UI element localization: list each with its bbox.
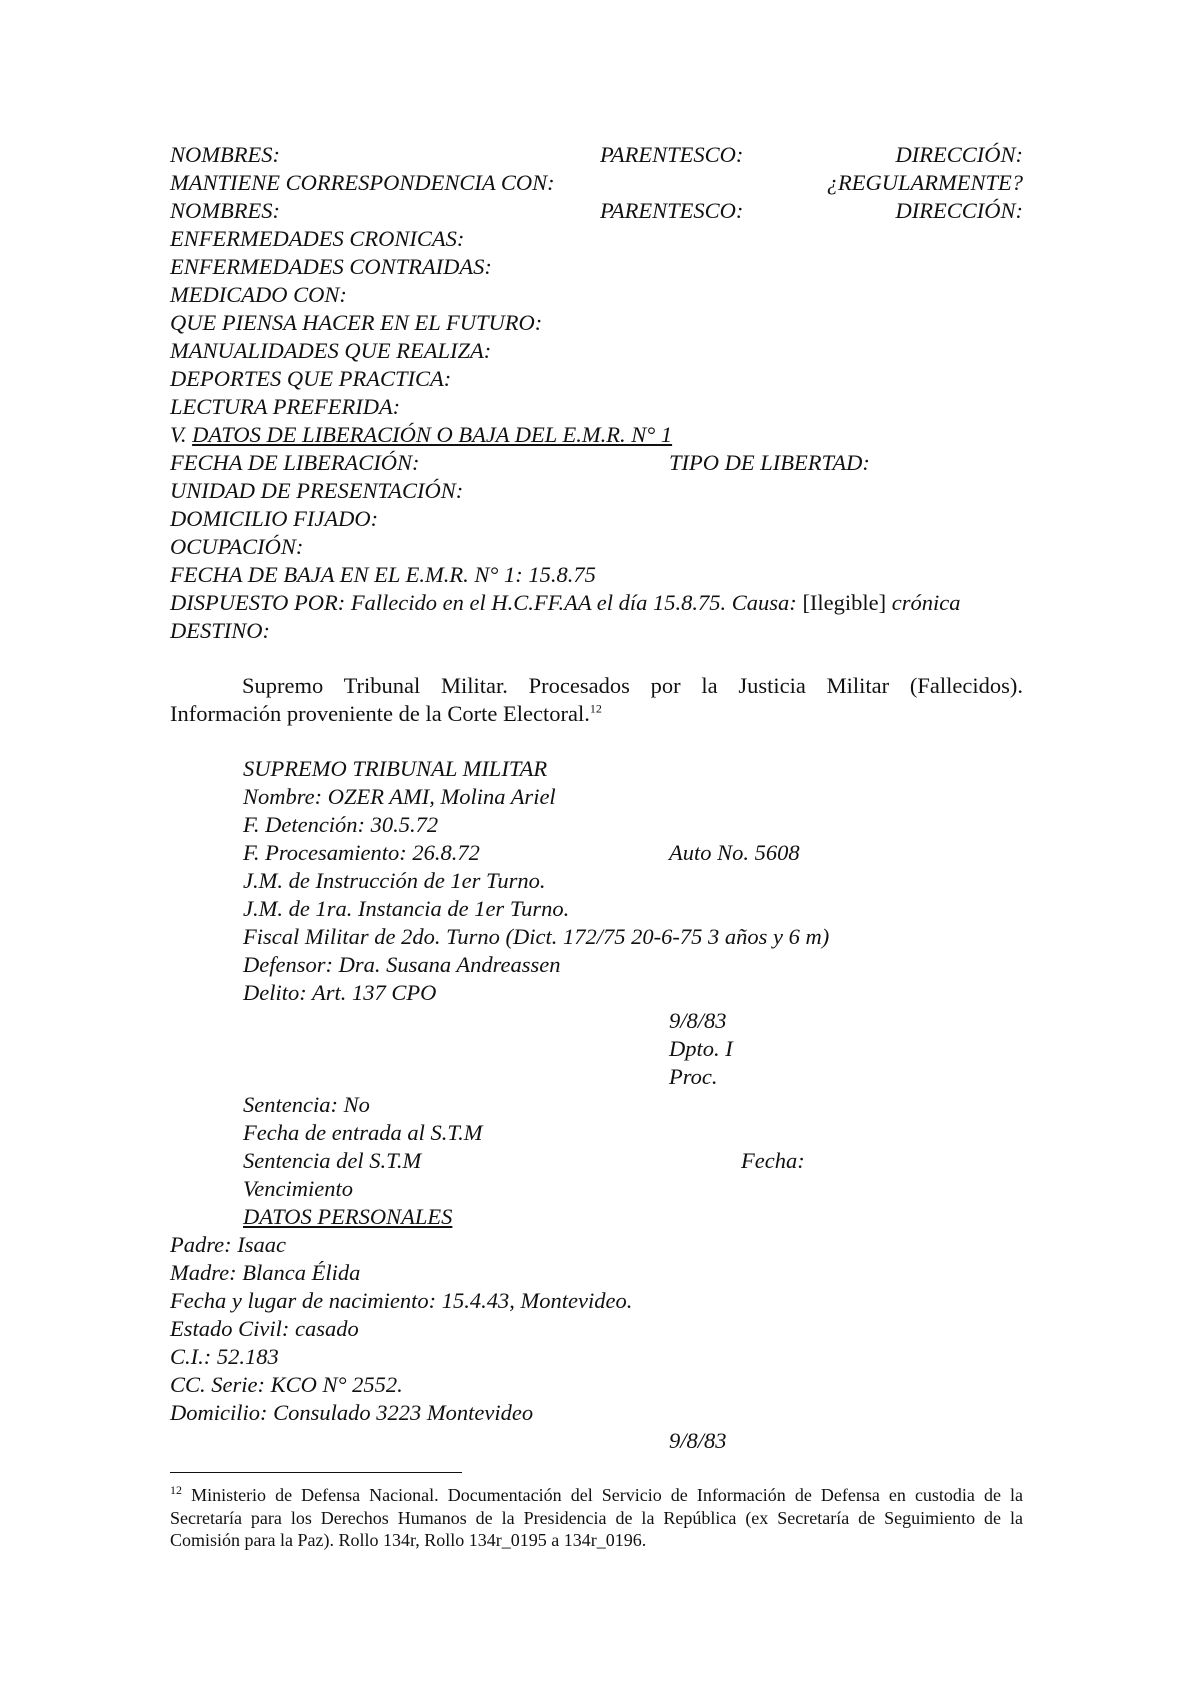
stm-stamp-date: 9/8/83 <box>669 1008 727 1033</box>
nacimiento: Fecha y lugar de nacimiento: 15.4.43, Montevideo. <box>170 1288 633 1313</box>
cc-serie: CC. Serie: KCO N° 2552. <box>170 1372 403 1397</box>
footnote-number: 12 <box>170 1483 182 1497</box>
padre: Padre: Isaac <box>170 1232 287 1257</box>
enfermedades-contraidas: ENFERMEDADES CONTRAIDAS: <box>170 254 492 279</box>
direccion-label: DIRECCIÓN: <box>895 198 1023 223</box>
paragraph-text: Información proveniente de la Corte Electoral. <box>170 701 590 726</box>
section-title: DATOS DE LIBERACIÓN O BAJA DEL E.M.R. N° 1 <box>192 422 673 447</box>
stm-fecha-entrada: Fecha de entrada al S.T.M <box>243 1120 483 1145</box>
direccion-label: DIRECCIÓN: <box>895 142 1023 167</box>
estado-civil: Estado Civil: casado <box>170 1316 359 1341</box>
fecha-liberacion-label: FECHA DE LIBERACIÓN: <box>170 450 420 475</box>
paragraph-line-1: Supremo Tribunal Militar. Procesados por la Justicia Militar (Fallecidos). <box>242 673 1023 698</box>
stm-detencion: F. Detención: 30.5.72 <box>243 812 439 837</box>
stm-nombre: Nombre: OZER AMI, Molina Ariel <box>243 784 556 809</box>
stm-vencimiento: Vencimiento <box>243 1176 353 1201</box>
deportes: DEPORTES QUE PRACTICA: <box>170 366 452 391</box>
tipo-libertad-label: TIPO DE LIBERTAD: <box>669 450 870 475</box>
ci: C.I.: 52.183 <box>170 1344 279 1369</box>
parentesco-label: PARENTESCO: <box>600 198 744 223</box>
section-v-heading <box>170 421 672 449</box>
dispuesto-por <box>170 589 961 617</box>
domicilio: Domicilio: Consulado 3223 Montevideo <box>170 1400 534 1425</box>
form-line-2 <box>170 169 1023 197</box>
stm-procesamiento: F. Procesamiento: 26.8.72 <box>243 840 480 865</box>
nombres-label: NOMBRES: <box>170 198 280 223</box>
stm-sentencia: Sentencia: No <box>243 1092 370 1117</box>
stm-fecha: Fecha: <box>741 1148 805 1173</box>
dispuesto-text: DISPUESTO POR: Fallecido en el H.C.FF.AA el día 15.8.75. Causa: <box>170 590 797 615</box>
footnote-text: Ministerio de Defensa Nacional. Documentación del Servicio de Información de Defensa en custodia de la Secretaría para los Derechos Humanos de la Presidencia de la República (ex Secretaría de Seguimiento de la Comisión para la Paz). Rollo 134r, Rollo 134r_0195 a 134r_0196. <box>170 1485 1024 1550</box>
medicado-con: MEDICADO CON: <box>170 282 347 307</box>
section-number: V. <box>170 422 187 447</box>
domicilio-fijado: DOMICILIO FIJADO: <box>170 506 379 531</box>
footnote-divider <box>170 1472 462 1473</box>
enfermedades-cronicas: ENFERMEDADES CRONICAS: <box>170 226 465 251</box>
paragraph-line-2 <box>170 700 1023 728</box>
correspondencia-label: MANTIENE CORRESPONDENCIA CON: <box>170 170 555 195</box>
lectura-preferida: LECTURA PREFERIDA: <box>170 394 401 419</box>
stm-jm-instruccion: J.M. de Instrucción de 1er Turno. <box>243 868 546 893</box>
cronica-text: crónica <box>891 590 961 615</box>
datos-personales-heading: DATOS PERSONALES <box>243 1204 453 1229</box>
personal-stamp-date: 9/8/83 <box>669 1428 727 1453</box>
stm-stamp-dpto: Dpto. I <box>669 1036 733 1061</box>
stm-sentencia-stm: Sentencia del S.T.M <box>243 1148 422 1173</box>
madre: Madre: Blanca Élida <box>170 1260 361 1285</box>
nombres-label: NOMBRES: <box>170 142 280 167</box>
stm-auto: Auto No. 5608 <box>669 840 800 865</box>
stm-title: SUPREMO TRIBUNAL MILITAR <box>243 756 548 781</box>
form-line-1 <box>170 141 1023 169</box>
ilegible-note: [Ilegible] <box>802 590 887 615</box>
ocupacion: OCUPACIÓN: <box>170 534 304 559</box>
stm-sentencia-line <box>243 1147 1023 1175</box>
destino: DESTINO: <box>170 618 270 643</box>
form-line-3 <box>170 197 1023 225</box>
regularmente-label: ¿REGULARMENTE? <box>826 170 1023 195</box>
parentesco-label: PARENTESCO: <box>600 142 744 167</box>
stm-stamp-proc: Proc. <box>669 1064 718 1089</box>
footnote-ref: 12 <box>589 701 602 716</box>
manualidades: MANUALIDADES QUE REALIZA: <box>170 338 492 363</box>
stm-jm-instancia: J.M. de 1ra. Instancia de 1er Turno. <box>243 896 570 921</box>
footnote <box>170 1484 1023 1552</box>
fecha-baja: FECHA DE BAJA EN EL E.M.R. N° 1: 15.8.75 <box>170 562 596 587</box>
stm-delito: Delito: Art. 137 CPO <box>243 980 437 1005</box>
form-line-liberacion <box>170 449 1023 477</box>
futuro: QUE PIENSA HACER EN EL FUTURO: <box>170 310 543 335</box>
stm-procesamiento-line <box>243 839 1023 867</box>
unidad-presentacion: UNIDAD DE PRESENTACIÓN: <box>170 478 464 503</box>
stm-fiscal: Fiscal Militar de 2do. Turno (Dict. 172/75 20-6-75 3 años y 6 m) <box>243 924 830 949</box>
stm-defensor: Defensor: Dra. Susana Andreassen <box>243 952 561 977</box>
